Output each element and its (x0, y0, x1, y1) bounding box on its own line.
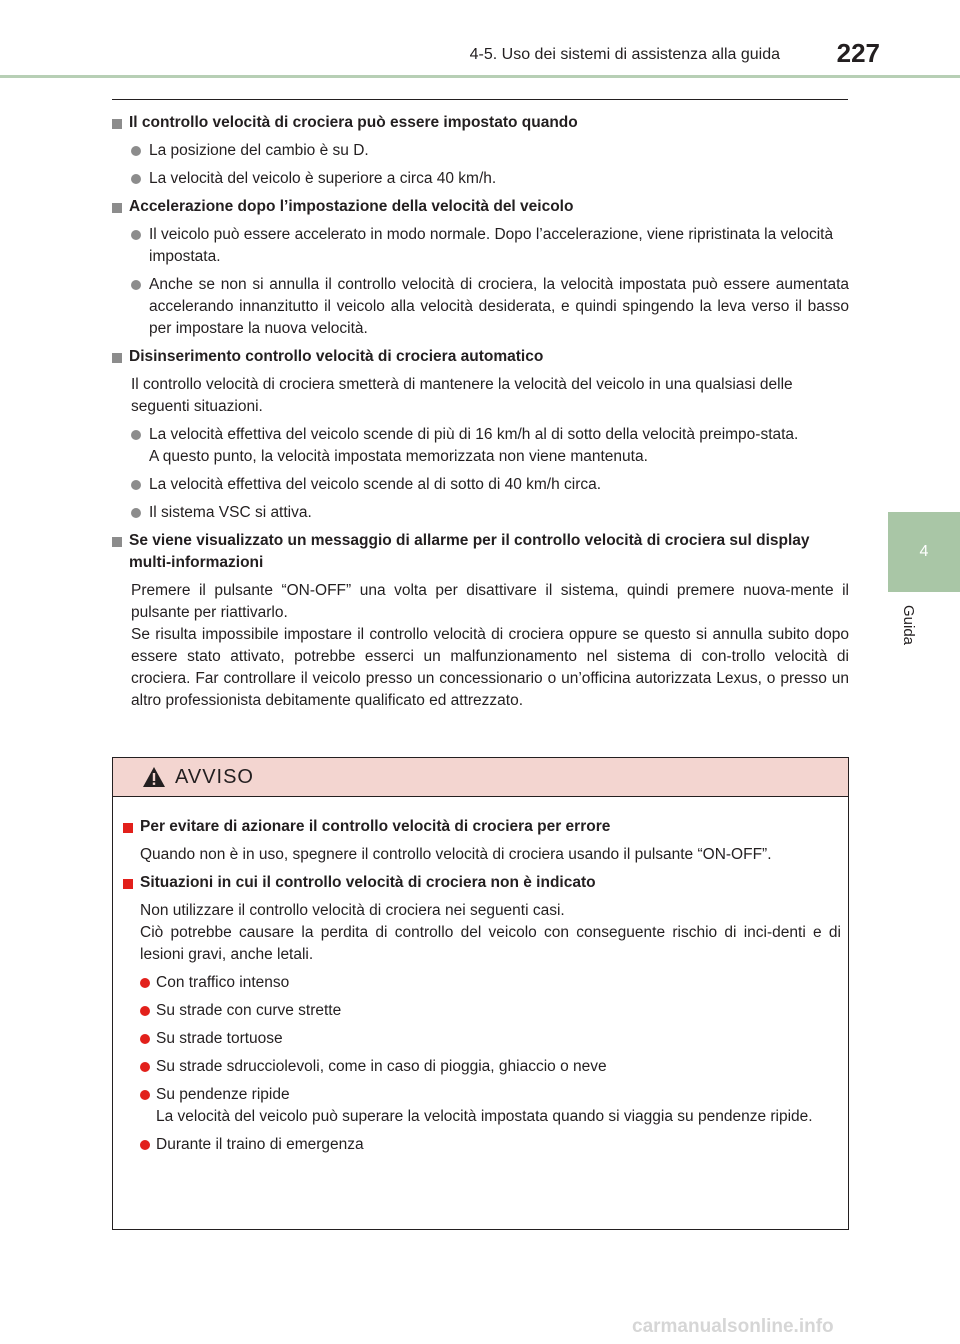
warning-heading (123, 816, 841, 838)
list-item-text: La velocità effettiva del veicolo scende al di sotto di 40 km/h circa. (149, 476, 602, 493)
square-bullet-icon (112, 537, 122, 547)
section-heading (112, 346, 849, 368)
round-bullet-icon (140, 1062, 150, 1072)
list-item-text: Su strade sdrucciolevoli, come in caso di pioggia, ghiaccio o neve (156, 1058, 607, 1075)
warning-heading (123, 872, 841, 894)
round-bullet-icon (140, 1090, 150, 1100)
paragraph-line: Premere il pulsante “ON-OFF” una volta per disattivare il sistema, quindi premere nuova-mente il pulsante per riattivarlo. (131, 582, 849, 621)
section-heading (112, 112, 849, 134)
round-bullet-icon (140, 1006, 150, 1016)
list-item-note: La velocità del veicolo può superare la velocità impostata quando si viaggia su pendenze ripide. (156, 1108, 813, 1125)
section-title: 4-5. Uso dei sistemi di assistenza alla guida (469, 46, 780, 63)
round-bullet-icon (131, 508, 141, 518)
warning-header (113, 758, 848, 797)
list-item-text: La velocità del veicolo è superiore a circa 40 km/h. (149, 170, 497, 187)
paragraph-line: Se risulta impossibile impostare il controllo velocità di crociera oppure se questo si annulla subito dopo essere stato attivato, potrebbe esserci un malfunzionamento nel sistema di con-trollo velocità di crociera. Far controllare il veicolo presso un concessionario o un’officina autorizzata Lexus, o presso un altro professionista debitamente qualificato ed attrezzato. (131, 626, 849, 709)
list-item-text: Il veicolo può essere accelerato in modo normale. Dopo l’accelerazione, viene ripristinata la velocità impostata. (149, 226, 834, 265)
list-item-text: Anche se non si annulla il controllo velocità di crociera, la velocità impostata può essere aumentata accelerando innanzitutto il veicolo alla velocità desiderata, e quindi spingendo la leva verso il basso per impostare la nuova velocità. (149, 276, 849, 337)
heading-text: Disinserimento controllo velocità di crociera automatico (129, 348, 544, 365)
warning-triangle-icon (142, 766, 166, 788)
round-bullet-icon (131, 280, 141, 290)
list-item-text: Il sistema VSC si attiva. (149, 504, 312, 521)
warning-body (123, 816, 841, 1162)
paragraph: Quando non è in uso, spegnere il controllo velocità di crociera usando il pulsante “ON-OFF”. (140, 846, 772, 863)
list-item-text: Su strade tortuose (156, 1030, 283, 1047)
list-item (123, 1134, 841, 1156)
list-item (123, 1084, 841, 1128)
list-item (112, 424, 849, 468)
section-heading (112, 196, 849, 218)
paragraph: Il controllo velocità di crociera smetterà di mantenere la velocità del veicolo in una qualsiasi delle seguenti situazioni. (131, 376, 793, 415)
chapter-label (897, 605, 921, 665)
paragraph (112, 580, 849, 712)
warning-title: AVVISO (175, 766, 254, 788)
square-bullet-icon (112, 203, 122, 213)
list-item (112, 224, 849, 268)
list-item-text: La velocità effettiva del veicolo scende di più di 16 km/h al di sotto della velocità preimpo-stata. (149, 426, 799, 443)
heading-text: Se viene visualizzato un messaggio di allarme per il controllo velocità di crociera sul display multi-informazioni (129, 532, 810, 571)
section-heading (112, 530, 849, 574)
heading-text: Per evitare di azionare il controllo velocità di crociera per errore (140, 818, 611, 835)
list-item-text: Su strade con curve strette (156, 1002, 342, 1019)
list-item (112, 274, 849, 340)
paragraph (123, 900, 841, 966)
round-bullet-icon (131, 146, 141, 156)
list-item-text: Su pendenze ripide (156, 1086, 290, 1103)
paragraph-line: Non utilizzare il controllo velocità di crociera nei seguenti casi. (140, 902, 565, 919)
square-bullet-icon (112, 119, 122, 129)
list-item-text: Durante il traino di emergenza (156, 1136, 364, 1153)
list-item-note: A questo punto, la velocità impostata memorizzata non viene mantenuta. (149, 448, 648, 465)
round-bullet-icon (140, 1034, 150, 1044)
paragraph-line: Ciò potrebbe causare la perdita di controllo del veicolo con conseguente rischio di inci-denti e di lesioni gravi, anche letali. (140, 924, 841, 963)
page-number: 227 (836, 38, 880, 68)
list-item (123, 1028, 841, 1050)
heading-text: Il controllo velocità di crociera può essere impostato quando (129, 114, 578, 131)
round-bullet-icon (131, 174, 141, 184)
round-bullet-icon (131, 230, 141, 240)
list-item (112, 474, 849, 496)
chapter-label-text: Guida (900, 605, 917, 646)
list-item (123, 1000, 841, 1022)
chapter-tab: 4 (888, 512, 960, 592)
square-bullet-icon (123, 823, 133, 833)
list-item-text: La posizione del cambio è su D. (149, 142, 369, 159)
heading-text: Situazioni in cui il controllo velocità di crociera non è indicato (140, 874, 596, 891)
heading-text: Accelerazione dopo l’impostazione della velocità del veicolo (129, 198, 574, 215)
round-bullet-icon (131, 430, 141, 440)
round-bullet-icon (140, 978, 150, 988)
list-item-text: Con traffico intenso (156, 974, 290, 991)
square-bullet-icon (123, 879, 133, 889)
round-bullet-icon (140, 1140, 150, 1150)
round-bullet-icon (131, 480, 141, 490)
list-item (123, 972, 841, 994)
list-item (123, 1056, 841, 1078)
warning-box (112, 757, 849, 1230)
header-rule (0, 75, 960, 78)
list-item (112, 168, 849, 190)
watermark: carmanualsonline.info (632, 1316, 834, 1337)
main-content (112, 112, 849, 718)
square-bullet-icon (112, 353, 122, 363)
list-item (112, 502, 849, 524)
list-item (112, 140, 849, 162)
content-top-rule (112, 99, 848, 100)
